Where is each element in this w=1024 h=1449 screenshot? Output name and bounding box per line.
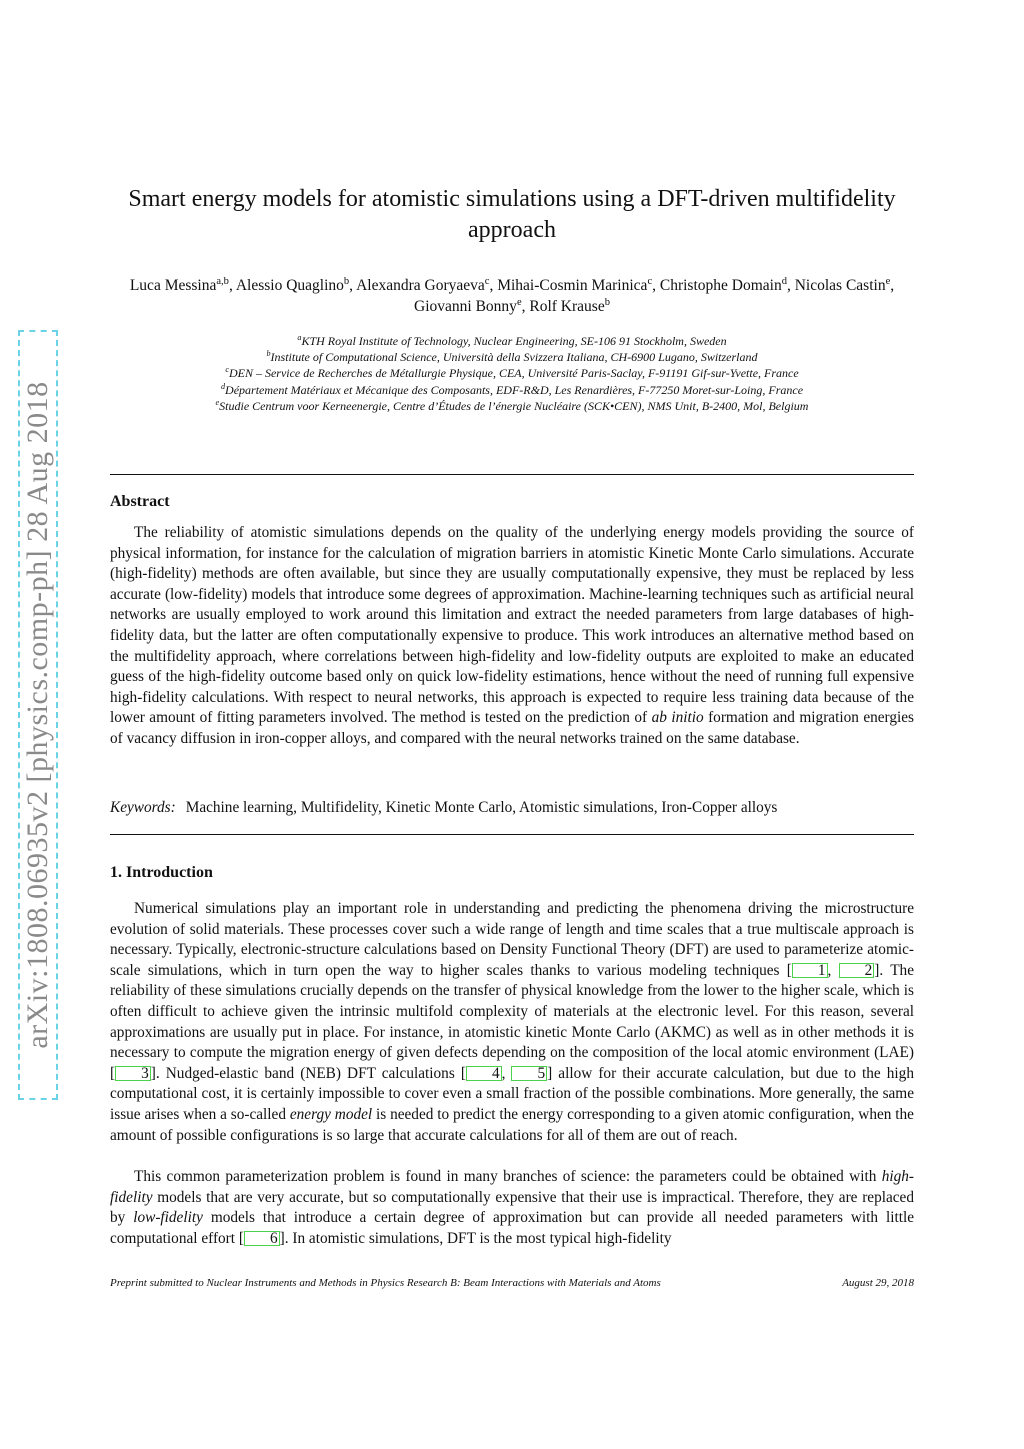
abstract-body: The reliability of atomistic simulations depends on the quality of the underlying energy models providing the source of physical information, for instance for the calculation of migration barriers in atomistic Kinetic Monte Carlo simulations. Accurate (high-fidelity) methods are often available, but since they are usually computationally expensive, they must be replaced by less accurate (low-fidelity) models that introduce some degrees of approximation. Machine-learning techniques such as artificial neural networks are usually employed to work around this limitation and extract the needed parameters from large databases of high-fidelity data, but the latter are often computationally expensive to produce. This work introduces an alternative method based on the multifidelity approach, where correlations between high-fidelity and low-fidelity outputs are exploited to make an educated guess of the high-fidelity outcome based only on quick low-fidelity estimations, hence without the need of running full expensive high-fidelity calculations. With respect to neural networks, this approach is expected to require less training data because of the lower amount of fitting parameters involved. The method is tested on the prediction of ab initio formation and migration energies of vacancy diffusion in iron-copper alloys, and compared with the neural networks trained on the same database.	[110, 524, 915, 747]
arxiv-id: arXiv:1808.06935v2 [physics.comp-ph] 28 Aug 2018	[21, 381, 54, 1049]
divider-top	[110, 474, 914, 475]
footer-date: August 29, 2018	[842, 1277, 914, 1289]
intro-paragraph-2: This common parameterization problem is found in many branches of science: the parameters could be obtained with high-fidelity models that are very accurate, but so computationally expensive that their use is impractical. Therefore, they are replaced by low-fidelity models that introduce a certain degree of approximation but can provide all needed parameters with little computational effort [ 6 ]. In atomistic simulations, DFT is the most typical high-fidelity	[110, 1168, 914, 1247]
citation-link[interactable]: 3	[115, 1066, 151, 1081]
footer-journal: Preprint submitted to Nuclear Instruments and Methods in Physics Research B: Beam Interactions with Materials and Atoms	[110, 1277, 661, 1289]
arxiv-stamp	[18, 330, 58, 1100]
section-heading-introduction: 1. Introduction	[110, 864, 213, 881]
affiliation: $^b$Institute of Computational Science, Università della Svizzera Italiana, CH-6900 Lugano, Switzerland	[266, 349, 758, 365]
citation-link[interactable]: 6	[244, 1231, 280, 1246]
author: Rolf Krause$^b$	[529, 296, 610, 315]
affiliation: $^e$Studie Centrum voor Kerneenergie, Centre d’Études de l’énergie Nucléaire (SCK•CEN), NMS Unit, B-2400, Mol, Belgium	[215, 397, 809, 413]
keywords-label: Keywords:	[110, 799, 176, 816]
author: Alexandra Goryaeva$^c$	[356, 275, 490, 294]
author-list: Luca Messina$^{a,b}$, Alessio Quaglino$^b$, Alexandra Goryaeva$^c$, Mihai-Cosmin Marinica$^c$, Christophe Domain$^d$, Nicolas Castin$^e$, Giovanni Bonny$^e$, Rolf Krause$^b$	[129, 275, 895, 315]
intro-paragraph-1: Numerical simulations play an important role in understanding and predicting the phenomena driving the microstructure evolution of solid materials. These processes cover such a wide range of length and time scales that a true multiscale approach is necessary. Typically, electronic-structure calculations based on Density Functional Theory (DFT) are used to parameterize atomic-scale simulations, which in turn open the way to higher scales thanks to various modeling techniques [ 1 , 2 ]. The reliability of these simulations crucially depends on the transfer of physical knowledge from the lower to the higher scale, which is often difficult to achieve given the intrinsic multifold complexity of materials at the electronic level. For this reason, several approximations are usually put in place. For instance, in atomistic kinetic Monte Carlo (AKMC) as well as in other methods it is necessary to compute the migration energy of given defects depending on the composition of the local atomic environment (LAE) [ 3 ]. Nudged-elastic band (NEB) DFT calculations [ 4 , 5 ] allow for their accurate calculation, but due to the high computational cost, it is certainly impossible to cover even a small fraction of the possible combinations. More generally, the same issue arises when a so-called energy model is needed to predict the energy corresponding to a given atomic configuration, when the amount of possible configurations is so large that accurate calculations for all of them are out of reach.	[110, 900, 914, 1144]
citation-link[interactable]: 4	[466, 1066, 502, 1081]
keywords	[110, 799, 777, 817]
author: Luca Messina$^{a,b}$	[129, 275, 229, 294]
affiliation: $^d$Département Matériaux et Mécanique des Composants, EDF-R&D, Les Renardières, F-77250 Moret-sur-Loing, France	[220, 381, 804, 397]
affiliation: $^a$KTH Royal Institute of Technology, Nuclear Engineering, SE-106 91 Stockholm, Sweden	[297, 333, 727, 348]
author: Giovanni Bonny$^e$	[414, 296, 522, 315]
affiliation-list	[110, 333, 914, 414]
citation-link[interactable]: 1	[792, 963, 828, 978]
page-footer	[110, 1277, 914, 1289]
author: Christophe Domain$^d$	[659, 275, 787, 294]
author: Alessio Quaglino$^b$	[235, 275, 350, 294]
abstract-heading: Abstract	[110, 493, 170, 510]
affiliation: $^c$DEN – Service de Recherches de Métallurgie Physique, CEA, Université Paris-Saclay, F-91191 Gif-sur-Yvette, France	[225, 365, 799, 381]
divider-bottom	[110, 834, 914, 835]
citation-link[interactable]: 5	[511, 1066, 547, 1081]
paper-title: Smart energy models for atomistic simulations using a DFT-driven multifidelity approach	[128, 186, 896, 243]
author: Mihai-Cosmin Marinica$^c$	[497, 275, 653, 294]
keywords-text: Machine learning, Multifidelity, Kinetic Monte Carlo, Atomistic simulations, Iron-Copper alloys	[185, 799, 778, 816]
citation-link[interactable]: 2	[839, 963, 875, 978]
author: Nicolas Castin$^e$	[794, 275, 891, 294]
